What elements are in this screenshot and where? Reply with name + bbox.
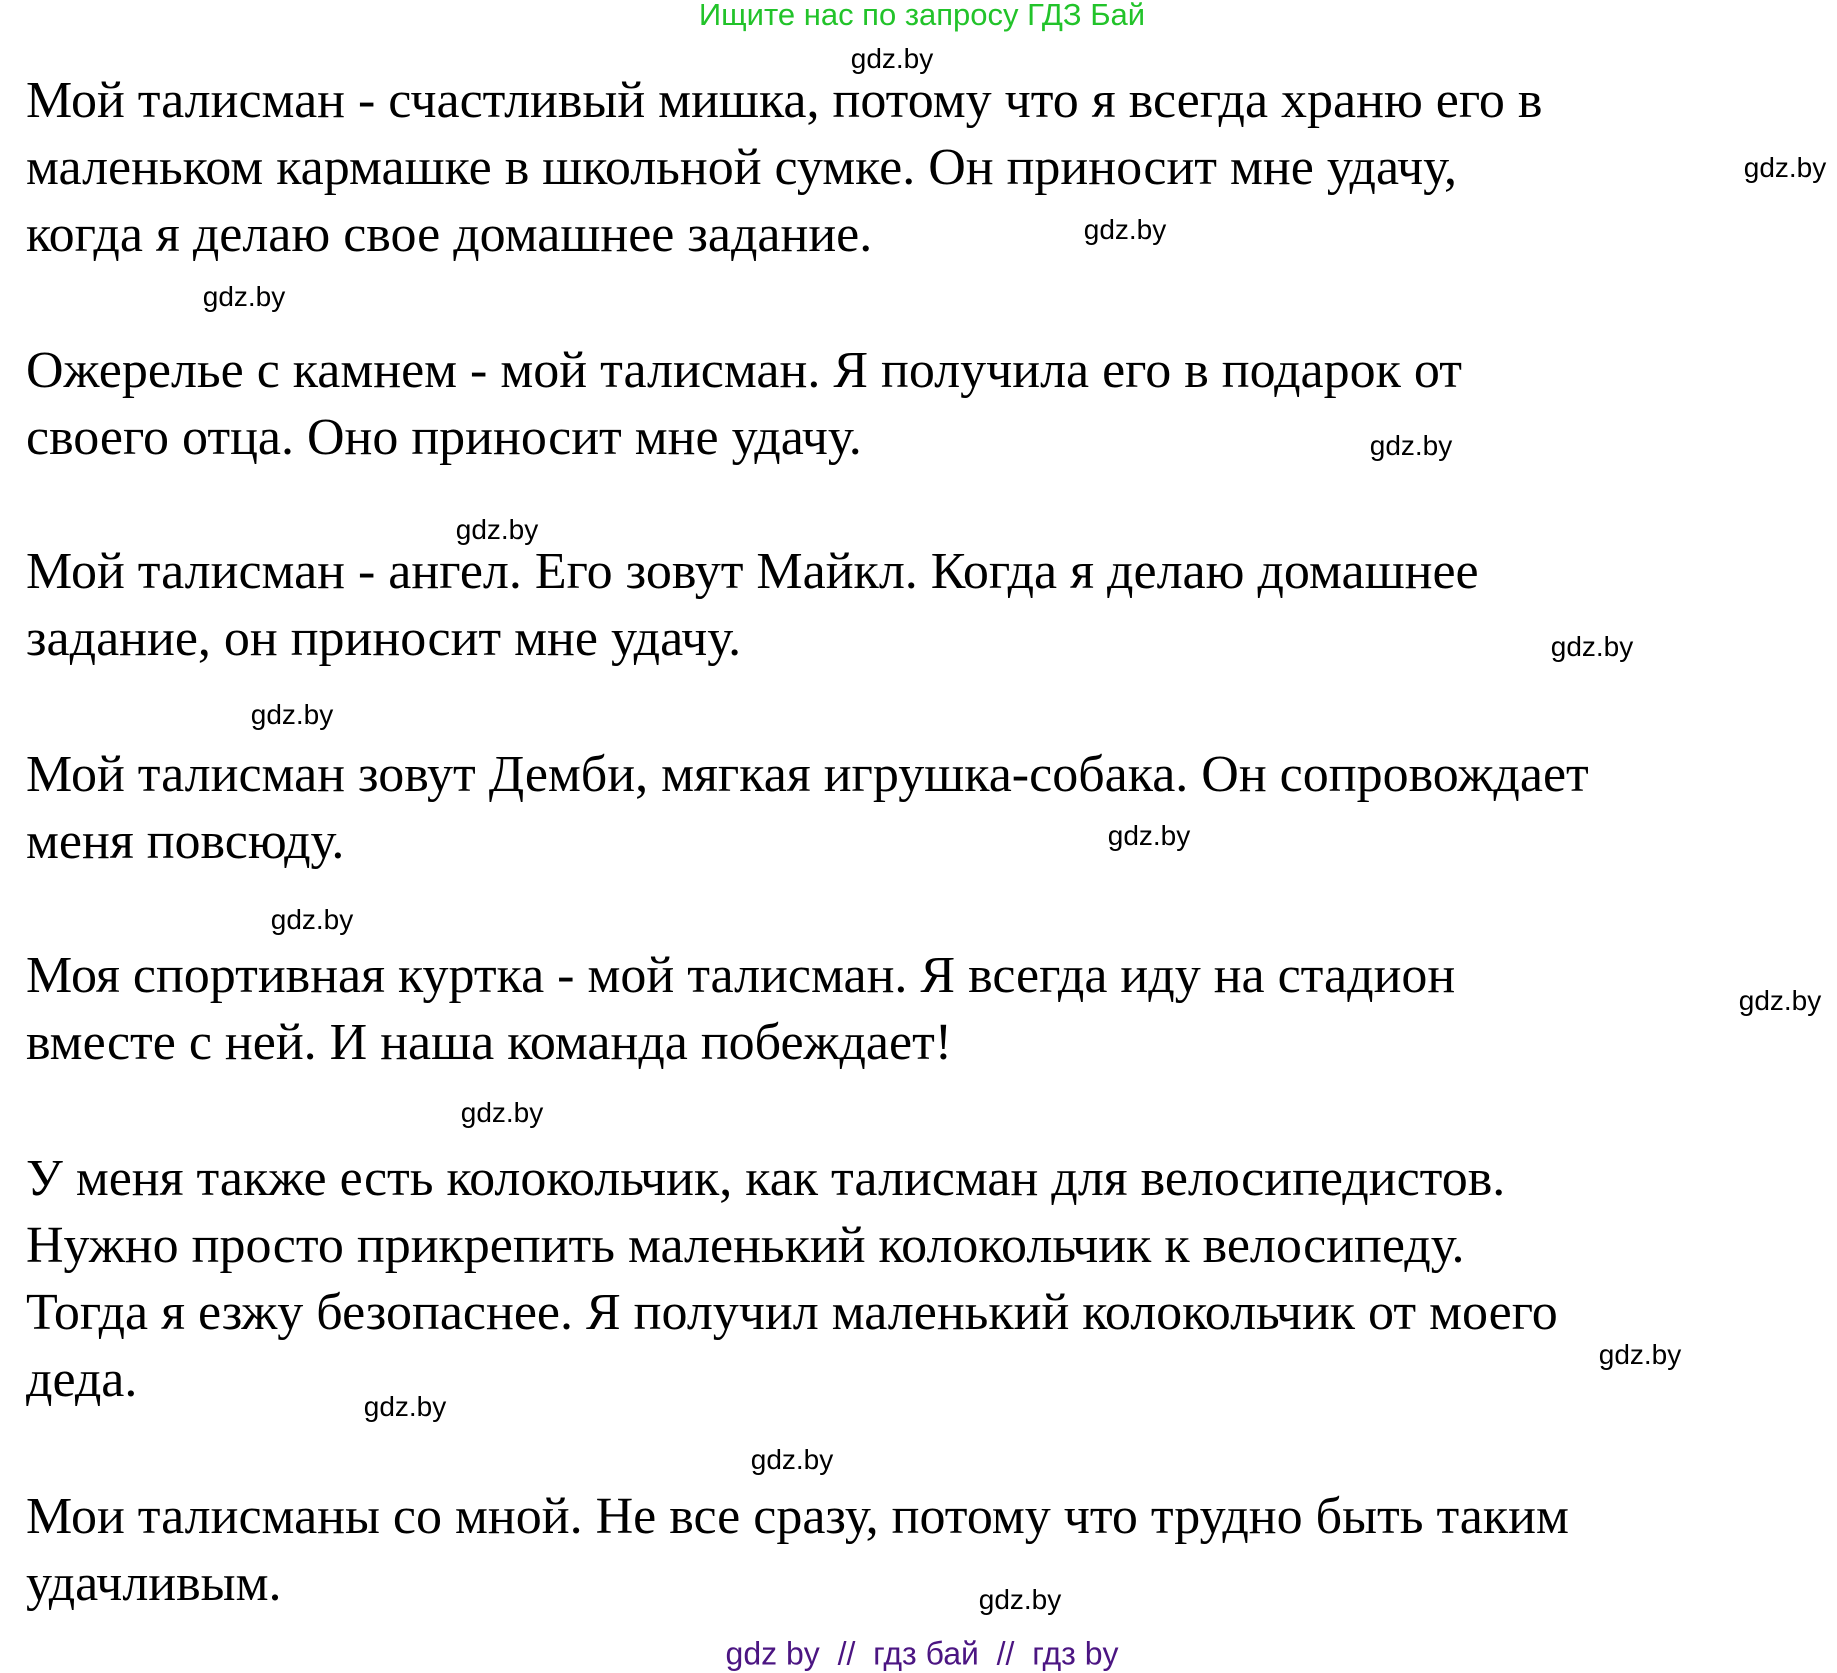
paragraph-7: [26, 1483, 1569, 1617]
text-line: своего отца. Оно приносит мне удачу.: [26, 409, 862, 466]
watermark: gdz.by: [850, 43, 934, 74]
watermark: gdz.by: [1738, 985, 1822, 1016]
watermark: gdz.by: [1550, 631, 1634, 662]
watermark: gdz.by: [1107, 820, 1191, 851]
text-line: Мой талисман зовут Демби, мягкая игрушка-собака. Он сопровождает: [26, 746, 1589, 803]
watermark: gdz.by: [1369, 430, 1453, 461]
text-line: У меня также есть колокольчик, как талисман для велосипедистов.: [26, 1150, 1506, 1207]
text-line: Нужно просто прикрепить маленький колокольчик к велосипеду.: [26, 1217, 1465, 1274]
text-line: вместе с ней. И наша команда побеждает!: [26, 1014, 953, 1071]
paragraph-4: [26, 741, 1589, 875]
watermark: gdz.by: [363, 1391, 447, 1422]
watermark: gdz.by: [460, 1097, 544, 1128]
watermark: gdz.by: [1743, 152, 1827, 183]
text-line: Мой талисман - счастливый мишка, потому что я всегда храню его в: [26, 72, 1543, 129]
text-line: Мой талисман - ангел. Его зовут Майкл. Когда я делаю домашнее: [26, 543, 1479, 600]
watermark: gdz.by: [1083, 214, 1167, 245]
text-line: деда.: [26, 1351, 138, 1408]
paragraph-5: [26, 942, 1455, 1076]
watermark: gdz.by: [250, 699, 334, 730]
text-line: когда я делаю свое домашнее задание.: [26, 206, 873, 263]
search-banner: Ищите нас по запросу ГДЗ Бай: [698, 0, 1146, 32]
watermark: gdz.by: [978, 1584, 1062, 1615]
text-line: удачливым.: [26, 1555, 282, 1612]
text-line: задание, он приносит мне удачу.: [26, 610, 742, 667]
text-line: Мои талисманы со мной. Не все сразу, потому что трудно быть таким: [26, 1488, 1569, 1545]
footer-links: gdz by // гдз бай // гдз by: [725, 1635, 1119, 1672]
watermark: gdz.by: [270, 904, 354, 935]
paragraph-3: [26, 538, 1479, 672]
paragraph-2: [26, 337, 1462, 471]
watermark: gdz.by: [750, 1444, 834, 1475]
watermark: gdz.by: [1598, 1339, 1682, 1370]
text-line: Моя спортивная куртка - мой талисман. Я всегда иду на стадион: [26, 947, 1456, 1004]
text-line: Ожерелье с камнем - мой талисман. Я получила его в подарок от: [26, 342, 1462, 399]
paragraph-6: [26, 1145, 1558, 1413]
paragraph-1: [26, 67, 1542, 268]
watermark: gdz.by: [455, 514, 539, 545]
watermark: gdz.by: [202, 281, 286, 312]
text-line: маленьком кармашке в школьной сумке. Он приносит мне удачу,: [26, 139, 1457, 196]
text-line: Тогда я езжу безопаснее. Я получил маленький колокольчик от моего: [26, 1284, 1558, 1341]
text-line: меня повсюду.: [26, 813, 345, 870]
